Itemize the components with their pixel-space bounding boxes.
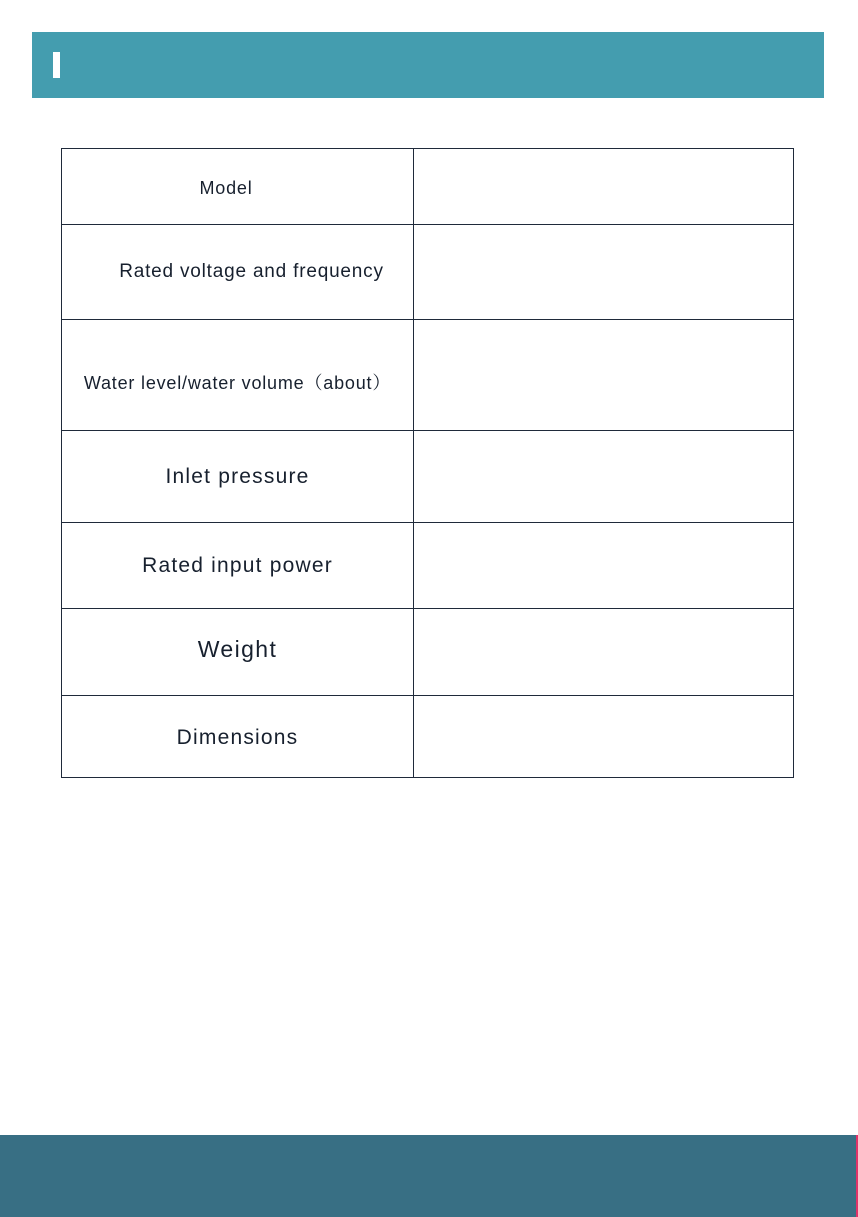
spec-value-model bbox=[414, 149, 794, 225]
header-marker bbox=[53, 52, 60, 78]
spec-label-dimensions: Dimensions bbox=[62, 696, 414, 778]
spec-label-water-level-volume: Water level/water volume（about） bbox=[62, 320, 414, 431]
spec-table bbox=[61, 148, 794, 778]
table-row bbox=[62, 431, 794, 523]
spec-label-rated-input-power: Rated input power bbox=[62, 523, 414, 609]
spec-value-rated-voltage-and-frequency bbox=[414, 225, 794, 320]
table-row bbox=[62, 320, 794, 431]
spec-label-rated-voltage-and-frequency: Rated voltage and frequency bbox=[62, 225, 414, 320]
spec-value-rated-input-power bbox=[414, 523, 794, 609]
spec-value-water-level-volume bbox=[414, 320, 794, 431]
spec-value-weight bbox=[414, 609, 794, 696]
header-bar bbox=[32, 32, 824, 98]
spec-value-dimensions bbox=[414, 696, 794, 778]
table-row bbox=[62, 696, 794, 778]
spec-label-weight: Weight bbox=[62, 609, 414, 696]
table-row bbox=[62, 609, 794, 696]
table-row bbox=[62, 523, 794, 609]
spec-label-inlet-pressure: Inlet pressure bbox=[62, 431, 414, 523]
table-row bbox=[62, 149, 794, 225]
spec-value-inlet-pressure bbox=[414, 431, 794, 523]
footer-bar bbox=[0, 1135, 858, 1217]
spec-label-model: Model bbox=[62, 149, 414, 225]
table-row bbox=[62, 225, 794, 320]
